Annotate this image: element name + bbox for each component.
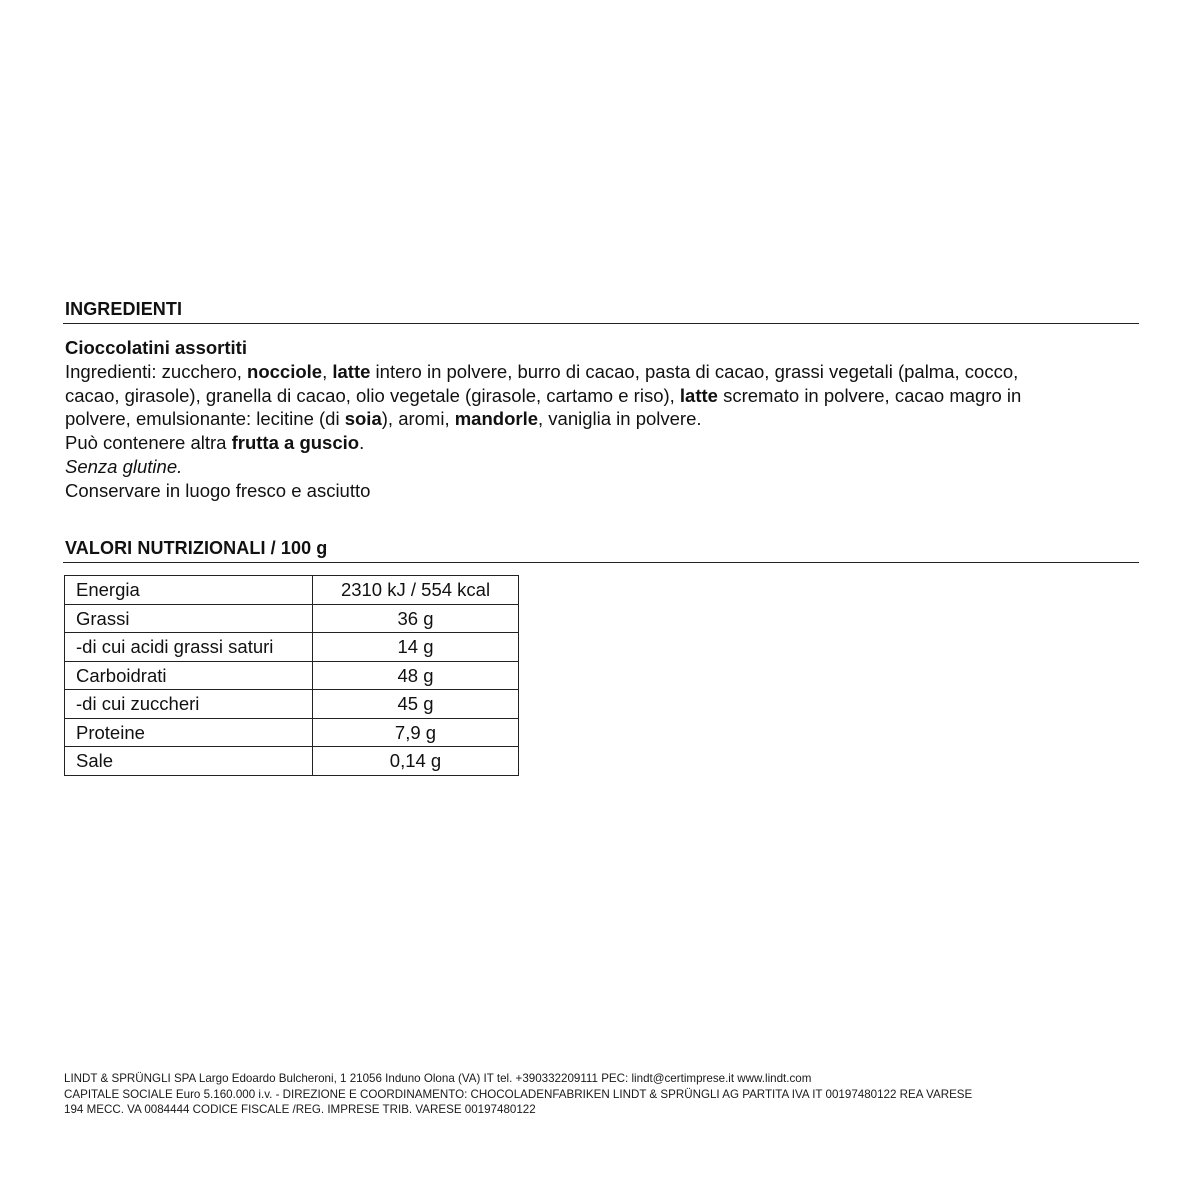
- nutrient-name: -di cui zuccheri: [65, 690, 313, 719]
- gluten-free-note: Senza glutine.: [65, 455, 183, 477]
- nutrient-name: Proteine: [65, 718, 313, 747]
- nutrition-row: [65, 747, 519, 776]
- nutrition-divider: [63, 562, 1139, 563]
- ingredients-text-segment: ), aromi,: [381, 408, 455, 430]
- nutrient-name: Carboidrati: [65, 661, 313, 690]
- ingredients-text-segment: Ingredienti: zucchero,: [65, 360, 248, 382]
- nutrition-row: [65, 576, 519, 605]
- ingredients-line: [65, 431, 1135, 455]
- nutrition-row: [65, 661, 519, 690]
- allergen-highlight: latte: [679, 384, 718, 406]
- nutrient-value: 2310 kJ / 554 kcal: [313, 576, 519, 605]
- nutrient-value: 7,9 g: [313, 718, 519, 747]
- ingredients-text-segment: .: [359, 432, 365, 454]
- nutrition-heading: VALORI NUTRIZIONALI / 100 g: [65, 538, 328, 558]
- footer-line-fiscal: 194 MECC. VA 0084444 CODICE FISCALE /REG. IMPRESE TRIB. VARESE 00197480122: [64, 1103, 536, 1116]
- ingredients-text: [65, 360, 1135, 455]
- ingredients-heading: INGREDIENTI: [65, 299, 183, 319]
- storage-note: Conservare in luogo fresco e asciutto: [65, 479, 371, 501]
- nutrient-value: 45 g: [313, 690, 519, 719]
- allergen-highlight: soia: [344, 408, 382, 430]
- footer-line-capital: CAPITALE SOCIALE Euro 5.160.000 i.v. - DIREZIONE E COORDINAMENTO: CHOCOLADENFABRIKEN LINDT & SPRÜNGLI AG PARTITA IVA IT 00197480122 REA VARESE: [64, 1087, 973, 1101]
- footer-line-address: LINDT & SPRÜNGLI SPA Largo Edoardo Bulcheroni, 1 21056 Induno Olona (VA) IT tel. +390332209111 PEC: lindt@certimprese.it www.lindt.com: [64, 1072, 812, 1085]
- nutrition-row: [65, 690, 519, 719]
- ingredients-line: [65, 360, 1135, 384]
- ingredients-text-segment: polvere, emulsionante: lecitine (di: [65, 408, 345, 430]
- nutrition-table: [64, 575, 519, 776]
- ingredients-text-segment: intero in polvere, burro di cacao, pasta di cacao, grassi vegetali (palma, cocco,: [370, 360, 1019, 382]
- ingredients-text-segment: Può contenere altra: [65, 432, 232, 454]
- ingredients-text-segment: , vaniglia in polvere.: [538, 408, 702, 430]
- allergen-highlight: mandorle: [454, 408, 539, 430]
- nutrient-value: 36 g: [313, 604, 519, 633]
- nutrition-row: [65, 718, 519, 747]
- ingredients-block: [65, 336, 1135, 503]
- nutrient-name: Sale: [65, 747, 313, 776]
- nutrition-row: [65, 604, 519, 633]
- ingredients-text-segment: ,: [322, 360, 333, 382]
- allergen-highlight: latte: [332, 360, 371, 382]
- ingredients-line: [65, 407, 1135, 431]
- nutrition-row: [65, 633, 519, 662]
- nutrient-value: 0,14 g: [313, 747, 519, 776]
- nutrient-name: Energia: [65, 576, 313, 605]
- allergen-highlight: nocciole: [247, 360, 323, 382]
- company-footer: [64, 1071, 972, 1118]
- nutrient-name: Grassi: [65, 604, 313, 633]
- nutrient-value: 14 g: [313, 633, 519, 662]
- product-name: Cioccolatini assortiti: [65, 337, 247, 358]
- ingredients-divider: [63, 323, 1139, 324]
- allergen-highlight: frutta a guscio: [231, 432, 360, 454]
- nutrient-value: 48 g: [313, 661, 519, 690]
- ingredients-text-segment: cacao, girasole), granella di cacao, olio vegetale (girasole, cartamo e riso),: [65, 384, 680, 406]
- ingredients-line: [65, 384, 1135, 408]
- ingredients-text-segment: scremato in polvere, cacao magro in: [717, 384, 1022, 406]
- nutrient-name: -di cui acidi grassi saturi: [65, 633, 313, 662]
